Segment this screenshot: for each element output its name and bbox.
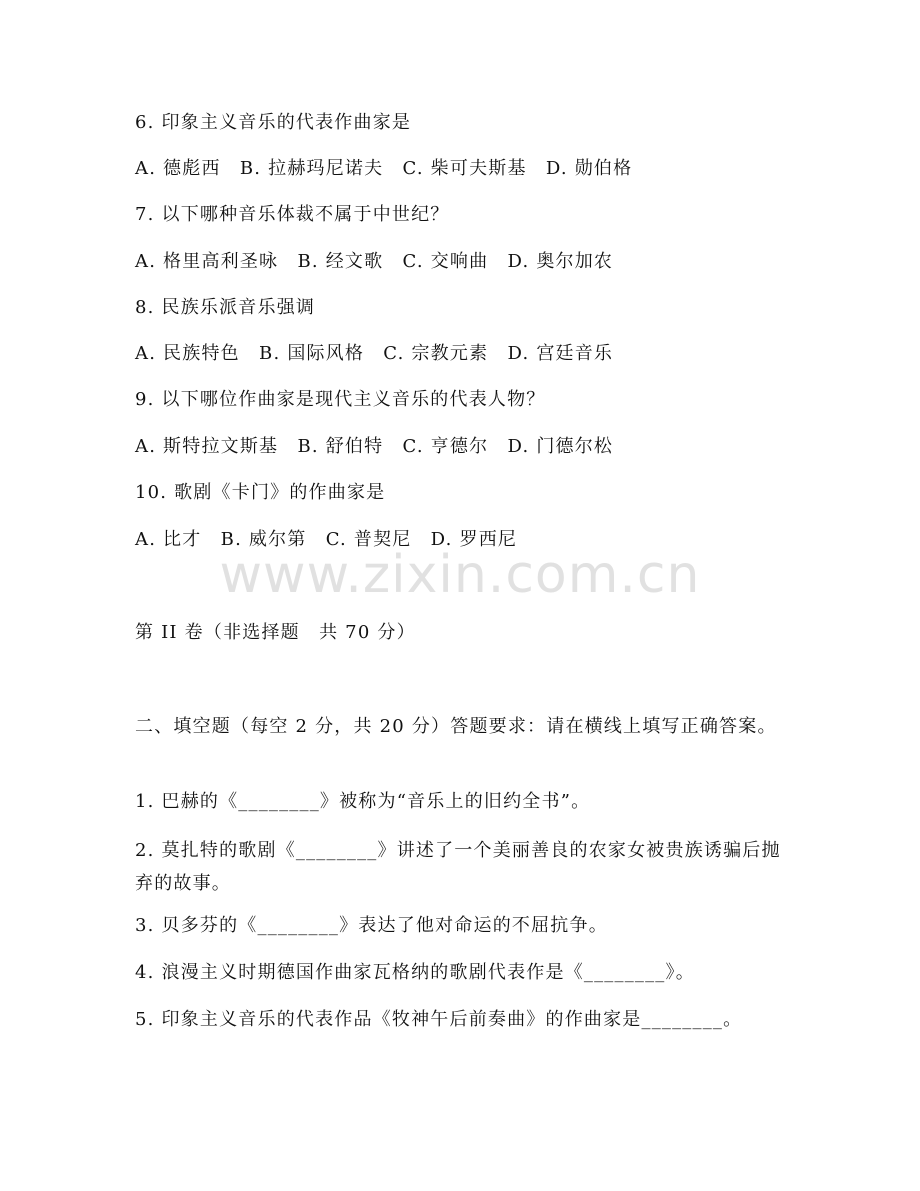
question-9-options: A. 斯特拉文斯基 B. 舒伯特 C. 亨德尔 D. 门德尔松 — [135, 436, 614, 457]
question-8-options: A. 民族特色 B. 国际风格 C. 宗教元素 D. 宫廷音乐 — [135, 343, 614, 364]
fill-item-5: 5. 印象主义音乐的代表作品《牧神午后前奏曲》的作曲家是________。 — [135, 1009, 743, 1030]
question-9-stem: 9. 以下哪位作曲家是现代主义音乐的代表人物？ — [135, 389, 546, 410]
question-7-stem: 7. 以下哪种音乐体裁不属于中世纪？ — [135, 204, 450, 225]
fill-item-2: 2. 莫扎特的歌剧《________》讲述了一个美丽善良的农家女被贵族诱骗后抛弃的故事。 — [135, 840, 781, 894]
part-ii-title: 第 II 卷（非选择题 共 70 分） — [135, 622, 416, 643]
question-10-options: A. 比才 B. 威尔第 C. 普契尼 D. 罗西尼 — [135, 529, 518, 550]
question-10-stem: 10. 歌剧《卡门》的作曲家是 — [135, 482, 386, 503]
fill-section-heading: 二、填空题（每空 2 分，共 20 分）答题要求：请在横线上填写正确答案。 — [135, 716, 777, 737]
fill-item-1: 1. 巴赫的《________》被称为“音乐上的旧约全书”。 — [135, 791, 591, 812]
fill-item-4: 4. 浪漫主义时期德国作曲家瓦格纳的歌剧代表作是《________》。 — [135, 962, 695, 983]
watermark: www.zixin.com.cn — [219, 545, 701, 605]
question-8-stem: 8. 民族乐派音乐强调 — [135, 297, 316, 318]
question-6-options: A. 德彪西 B. 拉赫玛尼诺夫 C. 柴可夫斯基 D. 勋伯格 — [135, 158, 633, 179]
question-7-options: A. 格里高利圣咏 B. 经文歌 C. 交响曲 D. 奥尔加农 — [135, 251, 614, 272]
fill-item-3: 3. 贝多芬的《________》表达了他对命运的不屈抗争。 — [135, 915, 608, 936]
question-6-stem: 6. 印象主义音乐的代表作曲家是 — [135, 112, 412, 133]
